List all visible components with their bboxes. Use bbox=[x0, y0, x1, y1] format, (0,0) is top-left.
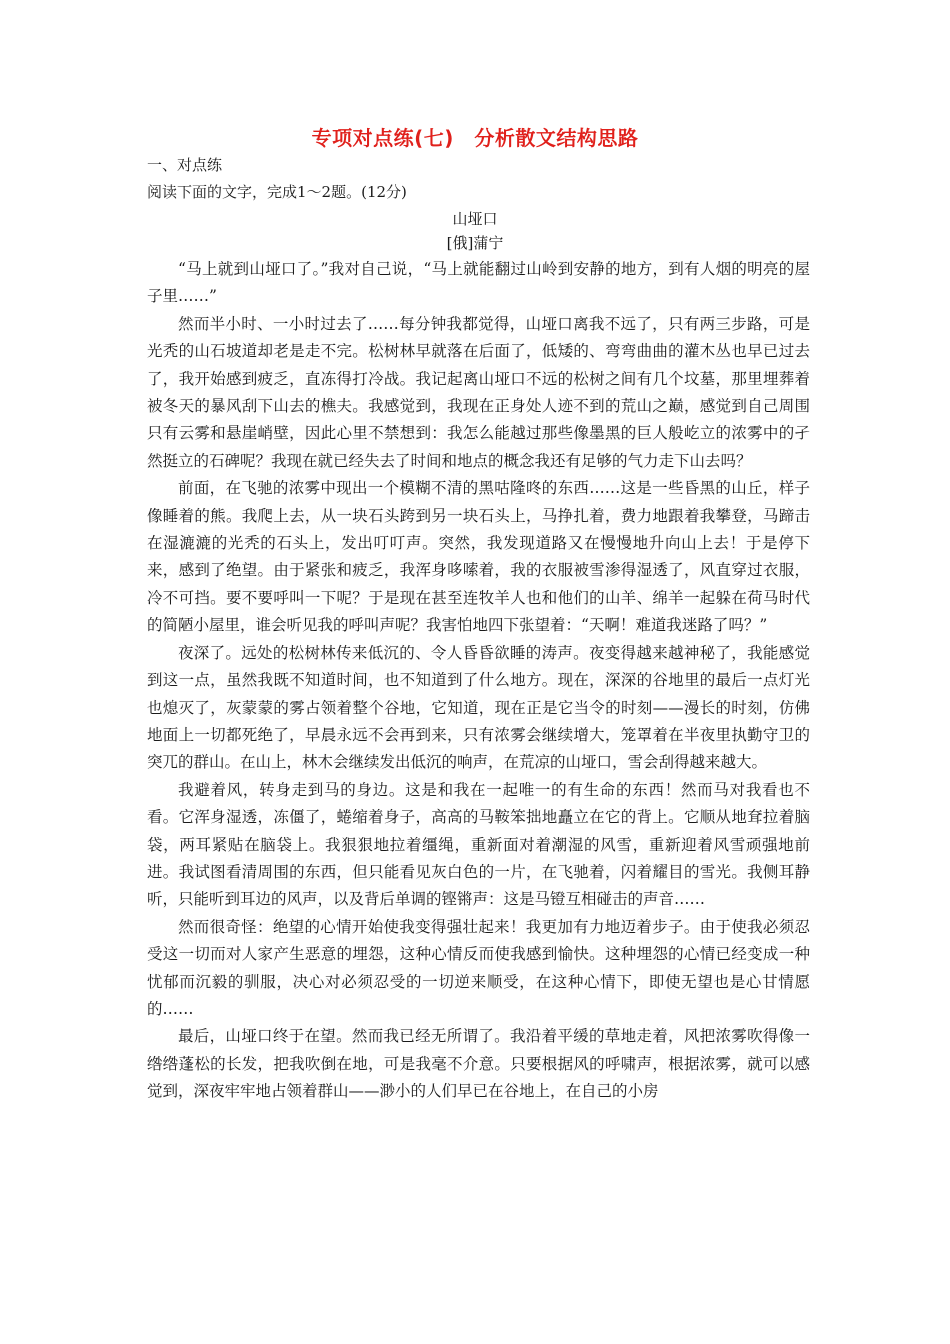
paragraph: 我避着风，转身走到马的身边。这是和我在一起唯一的有生命的东西！然而马对我看也不看。它浑身湿透，冻僵了，蜷缩着身子，高高的马鞍笨拙地矗立在它的背上。它顺从地耷拉着脑袋，两耳紧贴在脑袋上。我狠狠地拉着缰绳，重新面对着潮湿的风雪，重新迎着风雪顽强地前进。我试图看清周围的东西，但只能看见灰白色的一片，在飞驰着，闪着耀目的雪光。我侧耳静听，只能听到耳边的风声，以及背后单调的铿锵声：这是马镫互相碰击的声音…… bbox=[147, 780, 810, 909]
article-body bbox=[147, 256, 810, 1106]
paragraph: 然而很奇怪：绝望的心情开始使我变得强壮起来！我更加有力地迈着步子。由于使我必须忍受这一切而对人家产生恶意的埋怨，这种心情反而使我感到愉快。这种埋怨的心情已经变成一种忧郁而沉毅的驯服，决心对必须忍受的一切逆来顺受，在这种心情下，即使无望也是心甘情愿的…… bbox=[147, 917, 810, 1018]
article-author: [俄]蒲宁 bbox=[446, 234, 504, 252]
paragraph: 然而半小时、一小时过去了……每分钟我都觉得，山垭口离我不远了，只有两三步路，可是光秃的山石坡道却老是走不完。松树林早就落在后面了，低矮的、弯弯曲曲的灌木丛也早已过去了，我开始感到疲乏，直冻得打冷战。我记起离山垭口不远的松树之间有几个坟墓，那里埋葬着被冬天的暴风刮下山去的樵夫。我感觉到，我现在正身处人迹不到的荒山之巅，感觉到自己周围只有云雾和悬崖峭壁，因此心里不禁想到：我怎么能越过那些像墨黑的巨人般屹立的浓雾中的孑然挺立的石碑呢？我现在就已经失去了时间和地点的概念我还有足够的气力走下山去吗？ bbox=[147, 314, 810, 470]
page-title: 专项对点练(七) 分析散文结构思路 bbox=[311, 126, 639, 150]
article-title: 山垭口 bbox=[452, 210, 498, 228]
paragraph: 最后，山垭口终于在望。然而我已经无所谓了。我沿着平缓的草地走着，风把浓雾吹得像一绺绺蓬松的长发，把我吹倒在地，可是我毫不介意。只要根据风的呼啸声，根据浓雾，就可以感觉到，深夜牢牢地占领着群山——渺小的人们早已在谷地上，在自己的小房 bbox=[147, 1027, 810, 1101]
paragraph: 夜深了。远处的松树林传来低沉的、令人昏昏欲睡的涛声。夜变得越来越神秘了，我能感觉到这一点，虽然我既不知道时间，也不知道到了什么地方。现在，深深的谷地里的最后一点灯光也熄灭了，灰蒙蒙的雾占领着整个谷地，它知道，现在正是它当令的时刻——漫长的时刻，仿佛地面上一切都死绝了，早晨永远不会再到来，只有浓雾会继续增大，笼罩着在半夜里执勤守卫的突兀的群山。在山上，林木会继续发出低沉的响声，在荒凉的山垭口，雪会刮得越来越大。 bbox=[147, 643, 810, 772]
paragraph: “马上就到山垭口了。”我对自己说，“马上就能翻过山岭到安静的地方，到有人烟的明亮的屋子里……” bbox=[147, 260, 810, 306]
instruction-text: 阅读下面的文字，完成1～2题。(12分) bbox=[147, 183, 407, 201]
paragraph: 前面，在飞驰的浓雾中现出一个模糊不清的黑咕隆咚的东西……这是一些昏黑的山丘，样子像睡着的熊。我爬上去，从一块石头跨到另一块石头上，马挣扎着，费力地跟着我攀登，马蹄击在湿漉漉的光秃的石头上，发出叮叮声。突然，我发现道路又在慢慢地升向山上去！于是停下来，感到了绝望。由于紧张和疲乏，我浑身哆嗦着，我的衣服被雪渗得湿透了，风直穿过衣服，冷不可挡。要不要呼叫一下呢？于是现在甚至连牧羊人也和他们的山羊、绵羊一起躲在荷马时代的简陋小屋里，谁会听见我的呼叫声呢？我害怕地四下张望着：“天啊！难道我迷路了吗？” bbox=[147, 479, 810, 635]
section-heading: 一、对点练 bbox=[147, 156, 223, 174]
